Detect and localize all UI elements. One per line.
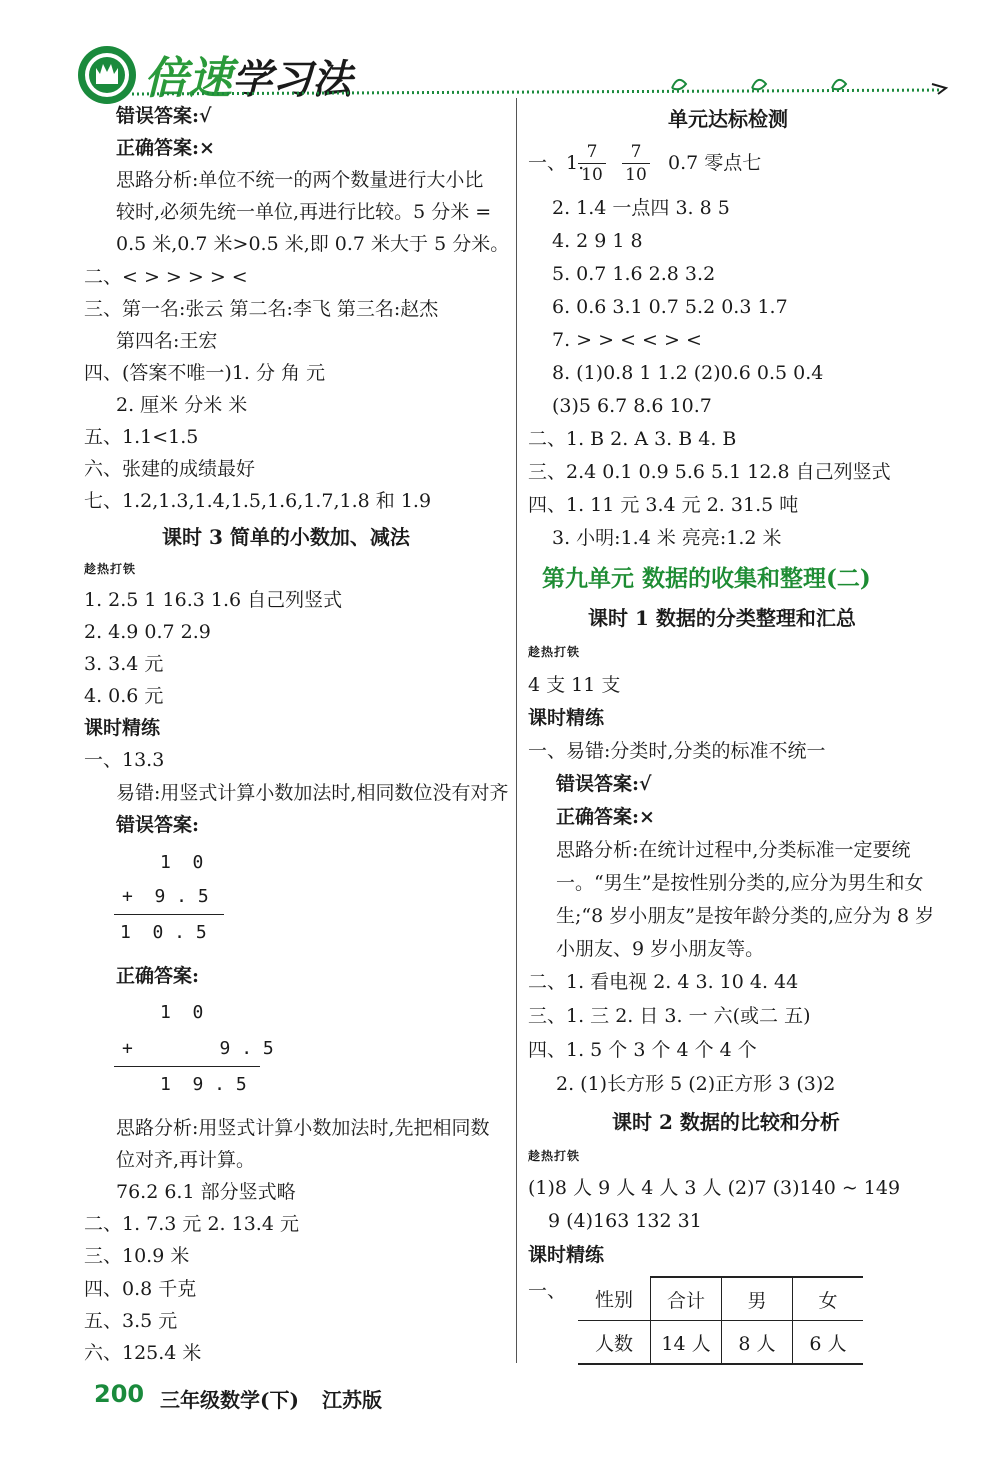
answer-line: 三、2.4 0.1 0.9 5.6 5.1 12.8 自己列竖式: [528, 461, 891, 483]
edition-label: 江苏版: [322, 1388, 382, 1412]
answer-line: 三、10.9 米: [84, 1245, 190, 1267]
answer-line: 四、1. 11 元 3.4 元 2. 31.5 吨: [528, 494, 799, 516]
header-title-a: 倍速: [144, 53, 232, 104]
answer-line: 三、第一名:张云 第二名:李飞 第三名:赵杰: [84, 298, 439, 320]
section-label: 趁热打铁: [528, 1149, 581, 1163]
lesson-heading: 课时 3 简单的小数加、减法: [162, 525, 410, 549]
analysis-line: 0.5 米,0.7 米>0.5 米,即 0.7 米大于 5 分米。: [116, 233, 510, 255]
answer-line: 76.2 6.1 部分竖式略: [116, 1181, 296, 1203]
table-header-cell: 性别: [578, 1277, 651, 1321]
unit-heading: 第九单元 数据的收集和整理(二): [542, 565, 871, 592]
calc-right-line: 1 9 . 5: [160, 1074, 247, 1095]
answer-line: (3)5 6.7 8.6 10.7: [552, 395, 712, 417]
answer-line: 二、1. 7.3 元 2. 13.4 元: [84, 1213, 299, 1235]
answer-line: 七、1.2,1.3,1.4,1.5,1.6,1.7,1.8 和 1.9: [84, 490, 432, 512]
answer-line: 7. > > < < > <: [552, 329, 702, 351]
lesson-heading: 课时 1 数据的分类整理和汇总: [588, 606, 856, 630]
calc-rule: [114, 914, 224, 915]
table-header-cell: 男: [722, 1277, 793, 1321]
answer-line: (1)8 人 9 人 4 人 3 人 (2)7 (3)140 ~ 149: [528, 1177, 901, 1199]
analysis-line: 小朋友、9 岁小朋友等。: [556, 938, 765, 960]
table-cell: 14 人: [651, 1321, 722, 1365]
table-cell: 6 人: [793, 1321, 864, 1365]
section-label: 趁热打铁: [528, 645, 581, 659]
answer-line: 一、1.: [528, 152, 585, 174]
answer-line: 4 支 11 支: [528, 674, 621, 696]
analysis-line: 生;“8 岁小朋友”是按年龄分类的,应分为 8 岁: [556, 905, 935, 927]
answer-line: 3. 小明:1.4 米 亮亮:1.2 米: [552, 527, 782, 549]
book-logo-icon: [76, 44, 138, 106]
answer-line: 三、1. 三 2. 日 3. 一 六(或二 五): [528, 1005, 811, 1027]
calc-right-line: 1 0: [160, 1002, 204, 1023]
analysis-line: 一。“男生”是按性别分类的,应分为男生和女: [556, 872, 924, 894]
table-header-cell: 合计: [651, 1277, 722, 1321]
calc-wrong-line: 1 0: [160, 852, 204, 873]
table-cell: 8 人: [722, 1321, 793, 1365]
analysis-line: 思路分析:在统计过程中,分类标准一定要统: [556, 839, 911, 861]
fraction-numerator: 7: [630, 142, 642, 162]
lesson-heading: 课时 2 数据的比较和分析: [612, 1110, 840, 1134]
answer-line: 2. 4.9 0.7 2.9: [84, 621, 211, 643]
answer-line: 四、(答案不唯一)1. 分 角 元: [84, 362, 326, 384]
answer-line: 一、: [528, 1280, 567, 1302]
book-title: 三年级数学(下): [160, 1388, 299, 1412]
answer-line: 1. 2.5 1 16.3 1.6 自己列竖式: [84, 589, 343, 611]
answer-line: 9 (4)163 132 31: [548, 1210, 702, 1232]
fraction-denominator: 10: [581, 165, 603, 185]
answer-line: 四、0.8 千克: [84, 1278, 197, 1300]
fraction-denominator: 10: [625, 165, 647, 185]
table-header-cell: 女: [793, 1277, 864, 1321]
analysis-line: 较时,必须先统一单位,再进行比较。5 分米 =: [116, 201, 492, 223]
error-note: 一、易错:分类时,分类的标准不统一: [528, 740, 826, 762]
answer-line: 五、3.5 元: [84, 1310, 178, 1332]
section-label: 课时精练: [528, 707, 605, 729]
calc-right-line: + 9 . 5: [122, 1038, 274, 1059]
answer-line: 0.7 零点七: [668, 152, 762, 174]
analysis-line: 位对齐,再计算。: [116, 1149, 256, 1171]
section-label: 趁热打铁: [84, 562, 137, 576]
header-divider: [132, 66, 962, 100]
header-title-b: 学习法: [232, 57, 352, 103]
answer-line: 二、1. 看电视 2. 4 3. 10 4. 44: [528, 971, 799, 993]
unit-test-heading: 单元达标检测: [668, 107, 788, 131]
table-row: [578, 1321, 863, 1365]
fraction: [578, 142, 606, 185]
column-divider: [516, 98, 517, 1363]
answer-line: 6. 0.6 3.1 0.7 5.2 0.3 1.7: [552, 296, 788, 318]
answer-line: 4. 0.6 元: [84, 685, 164, 707]
answer-line: 2. 1.4 一点四 3. 8 5: [552, 197, 730, 219]
error-note: 易错:用竖式计算小数加法时,相同数位没有对齐: [116, 782, 509, 804]
calc-rule: [114, 1066, 260, 1067]
answer-line: 第四名:王宏: [116, 330, 218, 352]
gender-count-table: [578, 1276, 863, 1365]
section-label: 课时精练: [84, 717, 161, 739]
page-number: 200: [94, 1380, 145, 1408]
calc-wrong-line: 1 0 . 5: [120, 922, 207, 943]
answer-line: 二、1. B 2. A 3. B 4. B: [528, 428, 737, 450]
answer-line: 二、< > > > > <: [84, 266, 248, 288]
correct-answer: 正确答案:×: [116, 137, 215, 159]
table-cell: 人数: [578, 1321, 651, 1365]
answer-line: 四、1. 5 个 3 个 4 个 4 个: [528, 1039, 757, 1061]
correct-answer: 正确答案:×: [556, 806, 655, 828]
fraction: [622, 142, 650, 185]
answer-line: 4. 2 9 1 8: [552, 230, 643, 252]
section-label: 课时精练: [528, 1244, 605, 1266]
analysis-line: 思路分析:单位不统一的两个数量进行大小比: [116, 169, 484, 191]
answer-line: 2. (1)长方形 5 (2)正方形 3 (3)2: [556, 1073, 836, 1095]
table-header-row: [578, 1277, 863, 1321]
answer-line: 2. 厘米 分米 米: [116, 394, 248, 416]
fraction-numerator: 7: [586, 142, 598, 162]
analysis-line: 思路分析:用竖式计算小数加法时,先把相同数: [116, 1117, 490, 1139]
wrong-answer: 错误答案:√: [116, 105, 212, 127]
wrong-answer: 错误答案:√: [556, 773, 652, 795]
wrong-answer: 错误答案:: [116, 814, 200, 836]
answer-line: 六、张建的成绩最好: [84, 458, 256, 480]
calc-wrong-line: + 9 . 5: [122, 886, 209, 907]
correct-answer: 正确答案:: [116, 965, 200, 987]
answer-line: 5. 0.7 1.6 2.8 3.2: [552, 263, 716, 285]
answer-line: 五、1.1<1.5: [84, 426, 199, 448]
answer-line: 3. 3.4 元: [84, 653, 164, 675]
answer-line: 一、13.3: [84, 749, 165, 771]
answer-line: 8. (1)0.8 1 1.2 (2)0.6 0.5 0.4: [552, 362, 824, 384]
answer-line: 六、125.4 米: [84, 1342, 202, 1364]
